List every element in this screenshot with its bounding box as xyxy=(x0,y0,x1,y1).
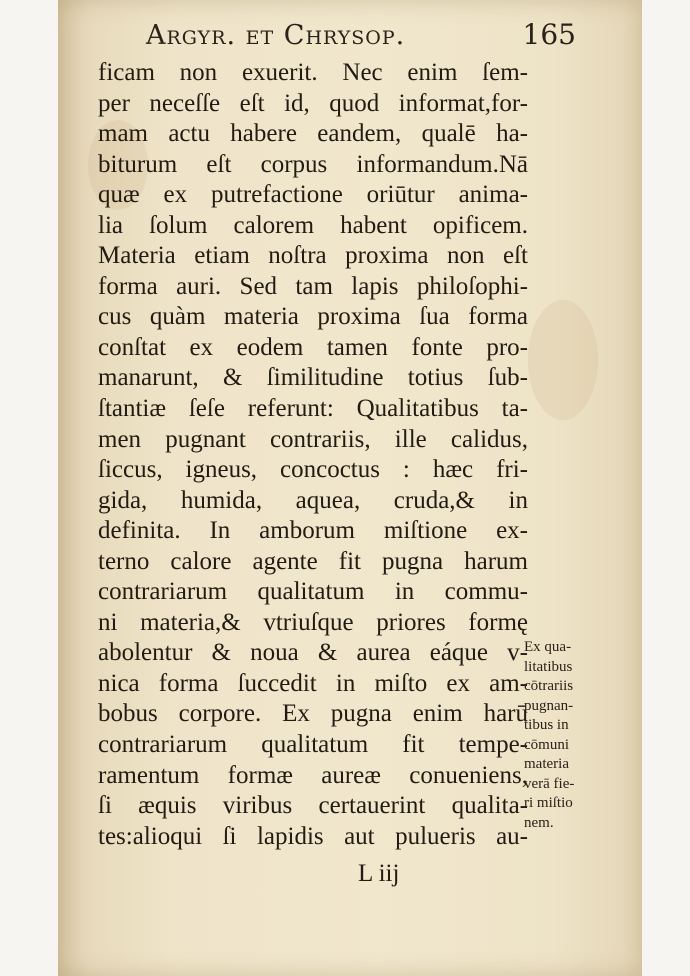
text-line: definita. In amborum miſtione ex- xyxy=(98,517,528,545)
margin-note-line: tibus in xyxy=(524,717,569,733)
page-header xyxy=(146,14,576,58)
margin-note-line: nem. xyxy=(524,814,554,831)
text-line: tes:alioqui ſi lapidis aut pulueris au- xyxy=(98,822,528,850)
text-line: ramentum formæ aureæ conueniens, xyxy=(98,761,528,789)
paper-stain xyxy=(528,300,598,420)
book-page xyxy=(58,0,642,976)
text-line: ni materia,& vtriuſque priores formę xyxy=(98,608,528,636)
text-line: gida, humida, aquea, cruda,& in xyxy=(98,486,528,514)
text-line: ſtantiæ ſeſe referunt: Qualitatibus ta- xyxy=(98,395,528,423)
margin-note-line: cōtrariis xyxy=(524,678,574,694)
text-line: men pugnant contrariis, ille calidus, xyxy=(98,425,528,453)
text-line: lia ſolum calorem habent opificem. xyxy=(98,211,528,239)
margin-note xyxy=(524,638,604,833)
text-line: biturum eſt corpus informandum.Nā xyxy=(98,150,528,178)
text-line: contrariarum qualitatum fit tempe- xyxy=(98,731,528,759)
text-line: per neceſſe eſt id, quod informat,for- xyxy=(98,89,528,117)
text-line: quæ ex putrefactione oriūtur anima- xyxy=(98,181,528,209)
body-text xyxy=(98,58,528,852)
text-line: abolentur & noua & aurea eáque v- xyxy=(98,639,528,667)
text-line: conſtat ex eodem tamen fonte pro- xyxy=(98,333,528,361)
margin-note-line: ri miſtio xyxy=(524,795,573,811)
page-number: 165 xyxy=(522,18,576,51)
text-line: mam actu habere eandem, qualē ha- xyxy=(98,120,528,148)
text-line: ficam non exuerit. Nec enim ſem- xyxy=(98,59,528,86)
text-line: ſiccus, igneus, concoctus : hæc fri- xyxy=(98,456,528,484)
text-line: nica forma ſuccedit in miſto ex am- xyxy=(98,669,528,697)
text-line: forma auri. Sed tam lapis philoſophi- xyxy=(98,272,528,300)
text-line: manarunt, & ſimilitudine totius ſub- xyxy=(98,364,528,392)
text-line: terno calore agente fit pugna harum xyxy=(98,547,528,575)
running-head: Argyr. et Chrysop. xyxy=(146,20,406,51)
text-line: Materia etiam noſtra proxima non eſt xyxy=(98,242,528,270)
margin-note-line: cōmuni xyxy=(524,736,569,753)
margin-note-line: materia xyxy=(524,756,569,772)
signature-mark: L iij xyxy=(358,860,400,887)
text-line: contrariarum qualitatum in commu- xyxy=(98,578,528,606)
text-line: ſi æquis viribus certauerint qualita- xyxy=(98,792,528,820)
margin-note-line: pugnan- xyxy=(524,697,574,714)
text-line: bobus corpore. Ex pugna enim harū xyxy=(98,700,528,728)
margin-note-line: Ex qua- xyxy=(524,639,572,655)
margin-note-line: verā fie- xyxy=(524,775,575,792)
margin-note-line: litatibus xyxy=(524,658,573,675)
text-line: cus quàm materia proxima ſua forma xyxy=(98,303,528,331)
